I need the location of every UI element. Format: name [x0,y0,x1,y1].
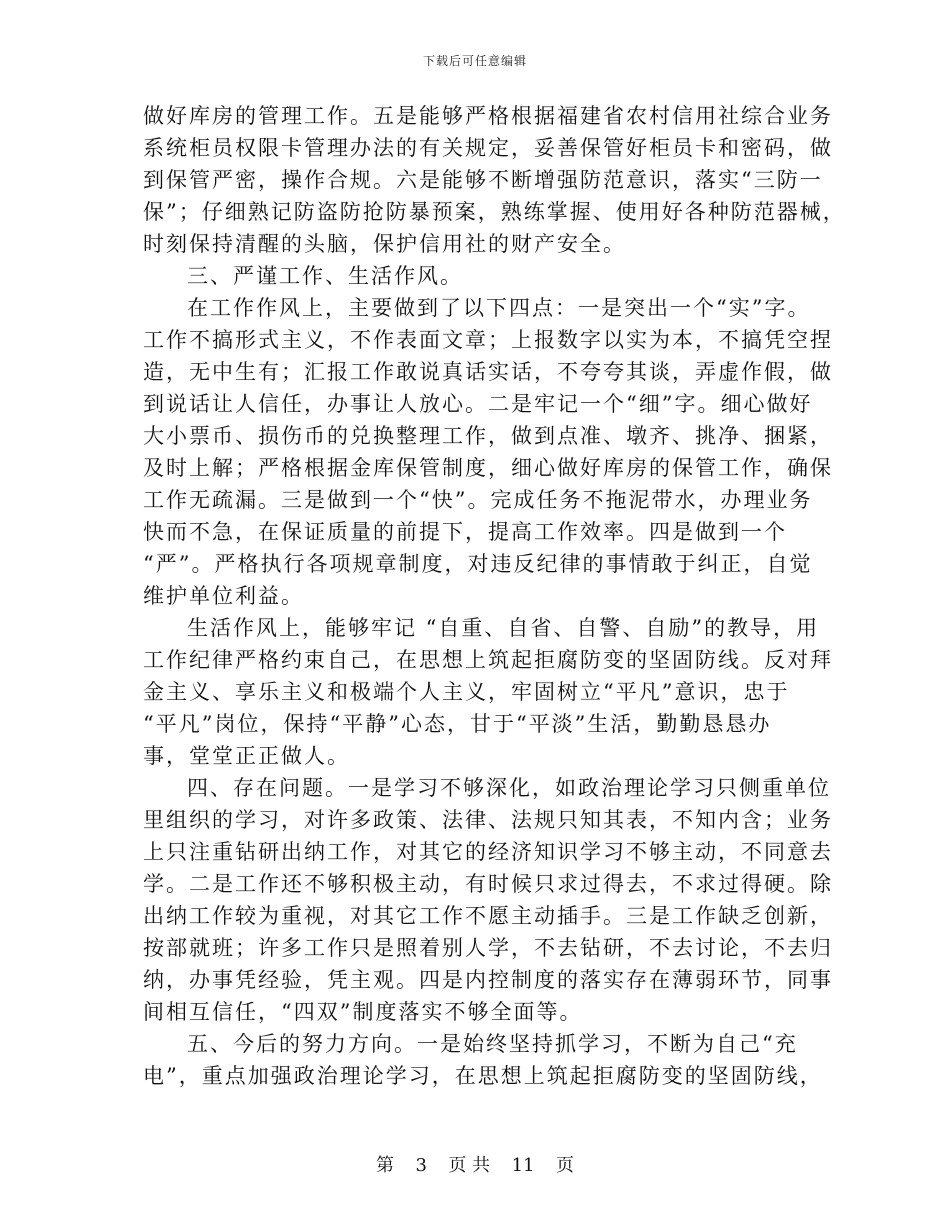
text-line: 系统柜员权限卡管理办法的有关规定，妥善保管好柜员卡和密码，做 [143,136,833,160]
text-line: 学。二是工作还不够积极主动，有时候只求过得去，不求过得硬。除 [143,872,833,896]
paragraph-start-line: 生活作风上，能够牢记 “自重、自省、自警、自励”的教导，用 [187,616,820,640]
text-line: 纳，办事凭经验，凭主观。四是内控制度的落实存在薄弱环节，同事 [143,968,833,992]
text-line: 及时上解；严格根据金库保管制度，细心做好库房的保管工作，确保 [143,456,833,480]
text-line: 维护单位利益。 [143,584,304,608]
text-line: 大小票币、损伤币的兑换整理工作，做到点准、墩齐、挑净、捆紧， [143,424,833,448]
footer-suffix: 页 [555,1155,574,1176]
page-footer [0,1151,950,1177]
text-line: 电”，重点加强政治理论学习，在思想上筑起拒腐防变的坚固防线， [143,1064,823,1088]
text-line: “严”。严格执行各项规章制度，对违反纪律的事情敢于纠正，自觉 [143,552,813,576]
text-line: 快而不急，在保证质量的前提下，提高工作效率。四是做到一个 [143,520,787,544]
text-line: 工作无疏漏。三是做到一个“快”。完成任务不拖泥带水，办理业务 [143,488,813,512]
section-heading: 三、严谨工作、生活作风。 [187,264,463,288]
footer-middle: 页 共 [448,1155,491,1176]
text-line: 事，堂堂正正做人。 [143,744,350,768]
footer-prefix: 第 [376,1155,395,1176]
section-heading: 四、存在问题。一是学习不够深化，如政治理论学习只侧重单位 [187,776,831,800]
text-line: 保”；仔细熟记防盗防抢防暴预案，熟练掌握、使用好各种防范器械， [143,200,846,224]
text-line: 工作纪律严格约束自己，在思想上筑起拒腐防变的坚固防线。反对拜 [143,648,833,672]
text-line: 到保管严密，操作合规。六是能够不断增强防范意识，落实“三防一 [143,168,823,192]
text-line: 出纳工作较为重视，对其它工作不愿主动插手。三是工作缺乏创新， [143,904,833,928]
total-pages: 11 [511,1155,535,1176]
text-line: 里组织的学习，对许多政策、法律、法规只知其表，不知内含；业务 [143,808,833,832]
text-line: 做好库房的管理工作。五是能够严格根据福建省农村信用社综合业务 [143,104,833,128]
text-line: 到说话让人信任，办事让人放心。二是牢记一个“细”字。细心做好 [143,392,813,416]
text-line: “平凡”岗位，保持“平静”心态，甘于“平淡”生活，勤勤恳恳办 [143,712,772,736]
paragraph-start-line: 在工作作风上，主要做到了以下四点：一是突出一个“实”字。 [187,296,811,320]
page-number: 3 [415,1155,427,1176]
section-heading: 五、今后的努力方向。一是始终坚持抓学习，不断为自己“充 [187,1032,798,1056]
text-line: 间相互信任，“四双”制度落实不够全面等。 [143,1000,583,1024]
text-line: 上只注重钻研出纳工作，对其它的经济知识学习不够主动，不同意去 [143,840,833,864]
text-line: 造，无中生有；汇报工作敢说真话实话，不夸夸其谈，弄虚作假，做 [143,360,833,384]
document-body [143,100,846,1092]
text-line: 工作不搞形式主义，不作表面文章；上报数字以实为本，不搞凭空捏 [143,328,833,352]
page-header-note: 下载后可任意编辑 [422,54,527,68]
text-line: 按部就班；许多工作只是照着别人学，不去钻研，不去讨论，不去归 [143,936,833,960]
text-line: 金主义、享乐主义和极端个人主义，牢固树立“平凡”意识，忠于 [143,680,790,704]
text-line: 时刻保持清醒的头脑，保护信用社的财产安全。 [143,232,626,256]
